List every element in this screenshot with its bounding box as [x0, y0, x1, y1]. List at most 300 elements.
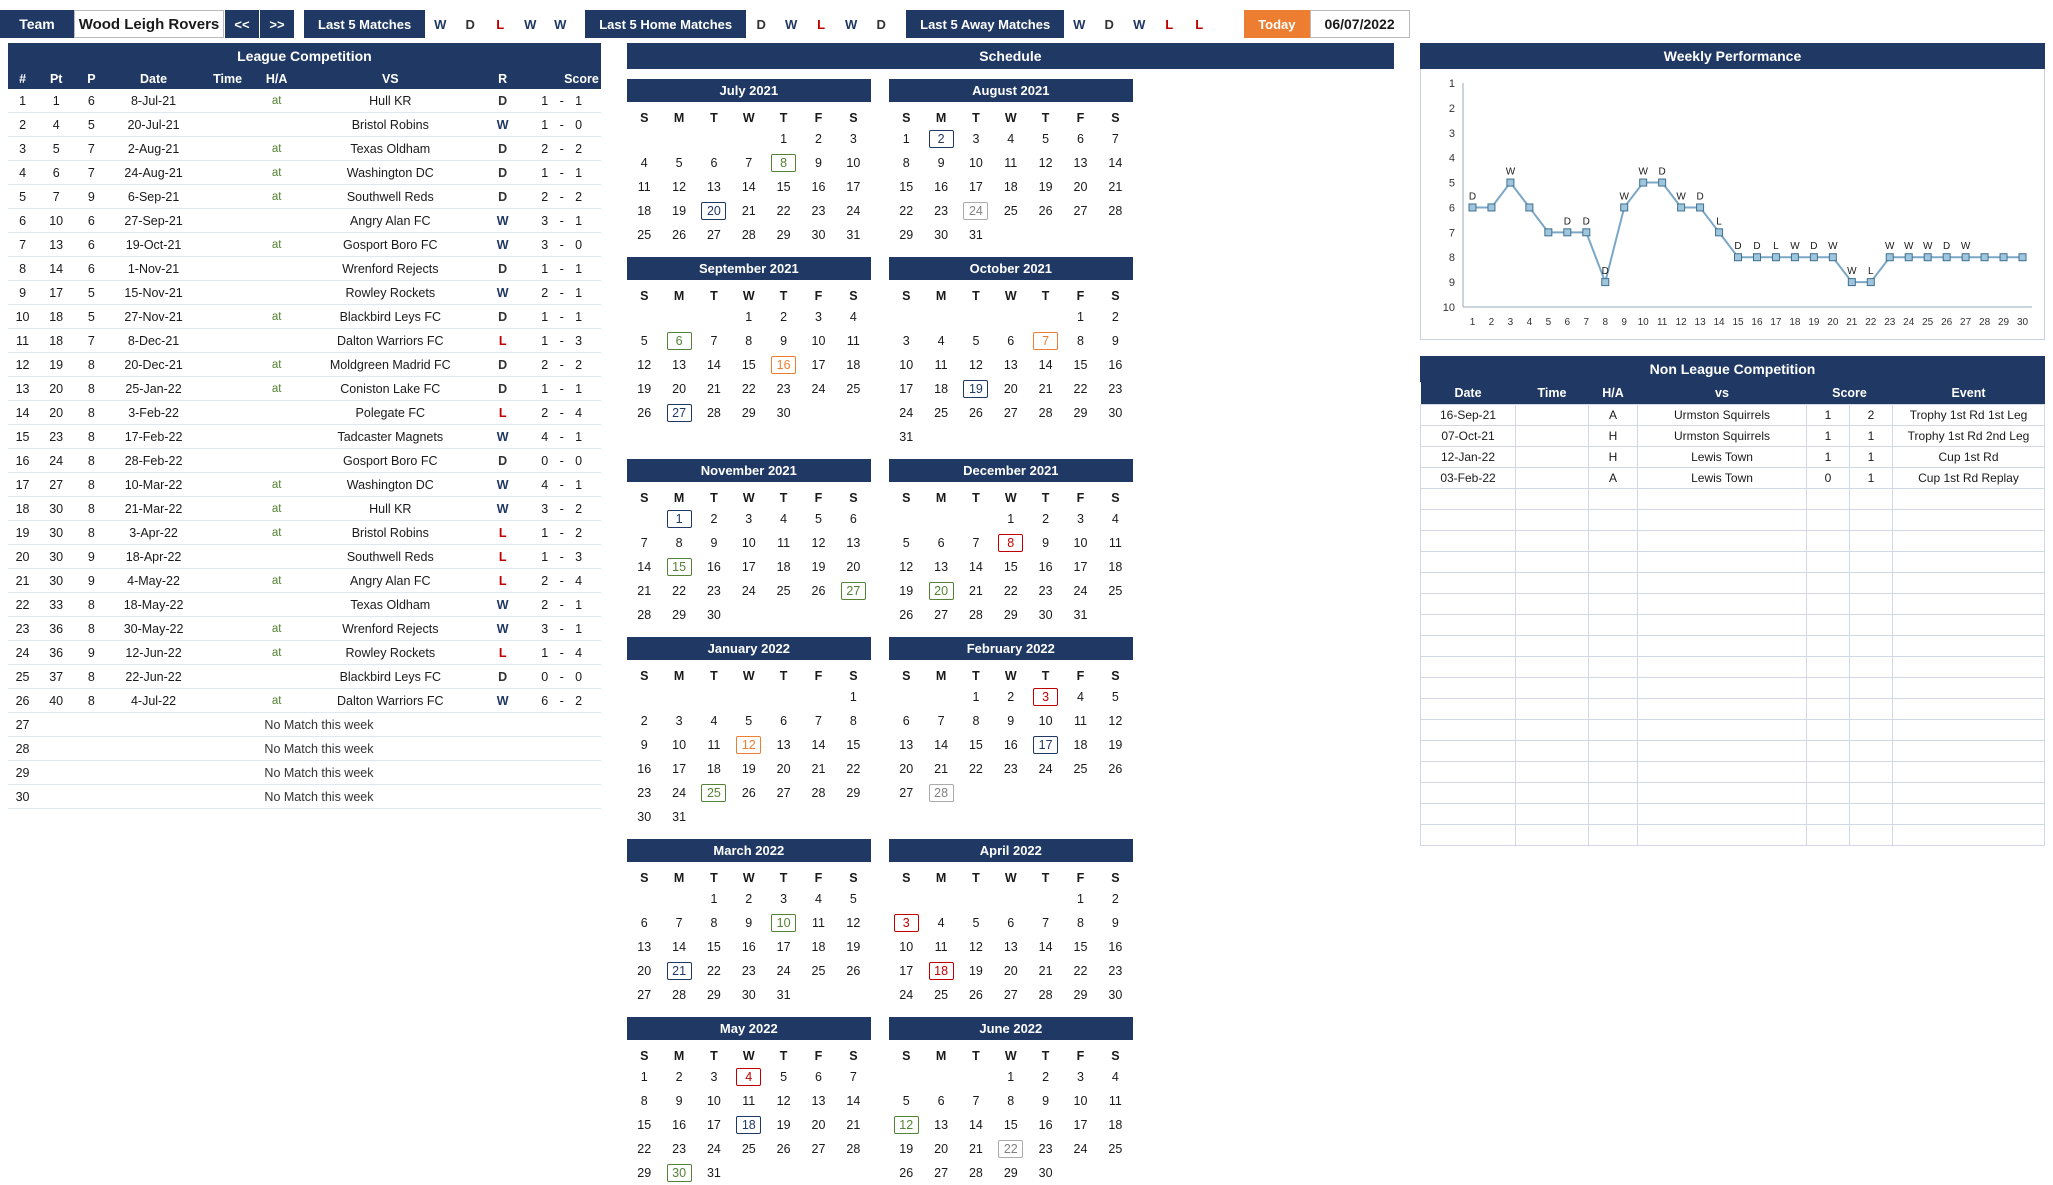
calendar-day-cell[interactable]	[766, 223, 801, 247]
calendar-day-cell[interactable]	[889, 1161, 924, 1185]
calendar-day-cell[interactable]	[836, 781, 871, 805]
calendar-day-cell[interactable]	[889, 935, 924, 959]
calendar-day-cell[interactable]	[1063, 579, 1098, 603]
calendar-day-cell[interactable]	[662, 983, 697, 1007]
calendar-day-cell[interactable]	[1028, 353, 1063, 377]
calendar-day-cell[interactable]	[993, 757, 1028, 781]
calendar-day-cell[interactable]	[731, 709, 766, 733]
calendar-day-cell[interactable]	[766, 1065, 801, 1089]
calendar-day-cell[interactable]	[959, 555, 994, 579]
calendar-day-cell[interactable]	[836, 887, 871, 911]
calendar-day-cell[interactable]	[993, 507, 1028, 531]
calendar-day-cell[interactable]	[627, 757, 662, 781]
calendar-day-cell[interactable]	[766, 175, 801, 199]
calendar-day-cell[interactable]	[731, 579, 766, 603]
calendar-day-cell[interactable]	[801, 1065, 836, 1089]
calendar-day-cell[interactable]	[993, 531, 1028, 555]
calendar-day-cell[interactable]	[731, 329, 766, 353]
table-row[interactable]	[1421, 468, 2045, 489]
calendar-day-cell[interactable]	[697, 1113, 732, 1137]
calendar-day-cell[interactable]	[697, 887, 732, 911]
calendar-day-cell[interactable]	[697, 1065, 732, 1089]
calendar-day-cell[interactable]	[766, 935, 801, 959]
calendar-day-cell[interactable]	[889, 199, 924, 223]
next-team-button[interactable]: >>	[259, 10, 294, 38]
calendar-day-cell[interactable]	[1028, 935, 1063, 959]
calendar-day-cell[interactable]	[662, 805, 697, 829]
calendar-day-cell[interactable]	[924, 531, 959, 555]
today-date-field[interactable]: 06/07/2022	[1310, 10, 1410, 38]
calendar-day-cell[interactable]	[1063, 935, 1098, 959]
calendar-day-cell[interactable]	[731, 911, 766, 935]
calendar-day-cell[interactable]	[627, 935, 662, 959]
calendar-day-cell[interactable]	[1098, 507, 1133, 531]
calendar-day-cell[interactable]	[1028, 757, 1063, 781]
calendar-day-cell[interactable]	[993, 685, 1028, 709]
calendar-day-cell[interactable]	[697, 531, 732, 555]
calendar-day-cell[interactable]	[662, 935, 697, 959]
calendar-day-cell[interactable]	[1098, 887, 1133, 911]
calendar-day-cell[interactable]	[959, 959, 994, 983]
calendar-day-cell[interactable]	[924, 733, 959, 757]
calendar-day-cell[interactable]	[801, 353, 836, 377]
calendar-day-cell[interactable]	[889, 733, 924, 757]
calendar-day-cell[interactable]	[924, 1137, 959, 1161]
calendar-day-cell[interactable]	[627, 959, 662, 983]
calendar-day-cell[interactable]	[993, 1065, 1028, 1089]
calendar-day-cell[interactable]	[697, 733, 732, 757]
calendar-day-cell[interactable]	[1098, 151, 1133, 175]
calendar-day-cell[interactable]	[627, 329, 662, 353]
calendar-day-cell[interactable]	[801, 959, 836, 983]
calendar-day-cell[interactable]	[836, 377, 871, 401]
calendar-day-cell[interactable]	[1028, 127, 1063, 151]
calendar-day-cell[interactable]	[993, 911, 1028, 935]
calendar-day-cell[interactable]	[889, 377, 924, 401]
table-row[interactable]	[8, 473, 601, 497]
calendar-day-cell[interactable]	[889, 709, 924, 733]
calendar-day-cell[interactable]	[836, 353, 871, 377]
calendar-day-cell[interactable]	[993, 353, 1028, 377]
calendar-day-cell[interactable]	[662, 401, 697, 425]
calendar-day-cell[interactable]	[697, 959, 732, 983]
calendar-day-cell[interactable]	[1098, 911, 1133, 935]
table-row[interactable]	[8, 137, 601, 161]
calendar-day-cell[interactable]	[697, 603, 732, 627]
calendar-day-cell[interactable]	[731, 353, 766, 377]
calendar-day-cell[interactable]	[697, 223, 732, 247]
calendar-day-cell[interactable]	[731, 151, 766, 175]
calendar-day-cell[interactable]	[627, 603, 662, 627]
calendar-day-cell[interactable]	[836, 1113, 871, 1137]
calendar-day-cell[interactable]	[1063, 887, 1098, 911]
calendar-day-cell[interactable]	[662, 377, 697, 401]
calendar-day-cell[interactable]	[662, 1113, 697, 1137]
calendar-day-cell[interactable]	[993, 127, 1028, 151]
table-row[interactable]	[8, 665, 601, 689]
calendar-day-cell[interactable]	[993, 935, 1028, 959]
calendar-day-cell[interactable]	[801, 175, 836, 199]
calendar-day-cell[interactable]	[1028, 959, 1063, 983]
calendar-day-cell[interactable]	[959, 603, 994, 627]
calendar-day-cell[interactable]	[993, 199, 1028, 223]
calendar-day-cell[interactable]	[1028, 1089, 1063, 1113]
calendar-day-cell[interactable]	[1028, 377, 1063, 401]
calendar-day-cell[interactable]	[889, 959, 924, 983]
calendar-day-cell[interactable]	[959, 1137, 994, 1161]
calendar-day-cell[interactable]	[889, 1089, 924, 1113]
calendar-day-cell[interactable]	[959, 531, 994, 555]
calendar-day-cell[interactable]	[697, 1089, 732, 1113]
calendar-day-cell[interactable]	[993, 1089, 1028, 1113]
table-row[interactable]	[8, 233, 601, 257]
calendar-day-cell[interactable]	[889, 1137, 924, 1161]
calendar-day-cell[interactable]	[1063, 353, 1098, 377]
calendar-day-cell[interactable]	[1028, 733, 1063, 757]
calendar-day-cell[interactable]	[731, 983, 766, 1007]
calendar-day-cell[interactable]	[924, 935, 959, 959]
calendar-day-cell[interactable]	[924, 223, 959, 247]
calendar-day-cell[interactable]	[1063, 401, 1098, 425]
calendar-day-cell[interactable]	[959, 709, 994, 733]
calendar-day-cell[interactable]	[662, 1137, 697, 1161]
calendar-day-cell[interactable]	[836, 911, 871, 935]
calendar-day-cell[interactable]	[959, 377, 994, 401]
table-row[interactable]	[8, 689, 601, 713]
calendar-day-cell[interactable]	[766, 1113, 801, 1137]
calendar-day-cell[interactable]	[766, 401, 801, 425]
calendar-day-cell[interactable]	[959, 935, 994, 959]
calendar-day-cell[interactable]	[924, 1089, 959, 1113]
calendar-day-cell[interactable]	[731, 781, 766, 805]
calendar-day-cell[interactable]	[836, 685, 871, 709]
calendar-day-cell[interactable]	[924, 579, 959, 603]
calendar-day-cell[interactable]	[924, 983, 959, 1007]
calendar-day-cell[interactable]	[801, 151, 836, 175]
calendar-day-cell[interactable]	[993, 579, 1028, 603]
calendar-day-cell[interactable]	[836, 1137, 871, 1161]
calendar-day-cell[interactable]	[731, 935, 766, 959]
calendar-day-cell[interactable]	[1063, 1137, 1098, 1161]
calendar-day-cell[interactable]	[924, 555, 959, 579]
calendar-day-cell[interactable]	[889, 353, 924, 377]
calendar-day-cell[interactable]	[662, 709, 697, 733]
calendar-day-cell[interactable]	[836, 935, 871, 959]
calendar-day-cell[interactable]	[924, 1161, 959, 1185]
calendar-day-cell[interactable]	[627, 223, 662, 247]
calendar-day-cell[interactable]	[801, 1137, 836, 1161]
calendar-day-cell[interactable]	[993, 401, 1028, 425]
calendar-day-cell[interactable]	[1098, 1113, 1133, 1137]
calendar-day-cell[interactable]	[959, 685, 994, 709]
calendar-day-cell[interactable]	[889, 579, 924, 603]
table-row[interactable]	[8, 113, 601, 137]
calendar-day-cell[interactable]	[801, 733, 836, 757]
calendar-day-cell[interactable]	[924, 959, 959, 983]
calendar-day-cell[interactable]	[959, 401, 994, 425]
calendar-day-cell[interactable]	[662, 353, 697, 377]
prev-team-button[interactable]: <<	[224, 10, 259, 38]
calendar-day-cell[interactable]	[801, 911, 836, 935]
calendar-day-cell[interactable]	[1063, 377, 1098, 401]
calendar-day-cell[interactable]	[1028, 151, 1063, 175]
calendar-day-cell[interactable]	[697, 353, 732, 377]
calendar-day-cell[interactable]	[766, 127, 801, 151]
calendar-day-cell[interactable]	[662, 959, 697, 983]
calendar-day-cell[interactable]	[766, 579, 801, 603]
calendar-day-cell[interactable]	[1098, 199, 1133, 223]
calendar-day-cell[interactable]	[697, 781, 732, 805]
calendar-day-cell[interactable]	[959, 353, 994, 377]
calendar-day-cell[interactable]	[1063, 911, 1098, 935]
calendar-day-cell[interactable]	[993, 603, 1028, 627]
calendar-day-cell[interactable]	[959, 127, 994, 151]
calendar-day-cell[interactable]	[836, 959, 871, 983]
calendar-day-cell[interactable]	[993, 151, 1028, 175]
calendar-day-cell[interactable]	[836, 733, 871, 757]
calendar-day-cell[interactable]	[697, 401, 732, 425]
calendar-day-cell[interactable]	[697, 199, 732, 223]
calendar-day-cell[interactable]	[959, 579, 994, 603]
table-row[interactable]	[8, 305, 601, 329]
table-row[interactable]	[1421, 447, 2045, 468]
calendar-day-cell[interactable]	[627, 353, 662, 377]
calendar-day-cell[interactable]	[731, 1089, 766, 1113]
table-row[interactable]	[8, 449, 601, 473]
calendar-day-cell[interactable]	[924, 199, 959, 223]
calendar-day-cell[interactable]	[627, 531, 662, 555]
calendar-day-cell[interactable]	[924, 781, 959, 805]
calendar-day-cell[interactable]	[801, 579, 836, 603]
calendar-day-cell[interactable]	[662, 507, 697, 531]
calendar-day-cell[interactable]	[959, 223, 994, 247]
calendar-day-cell[interactable]	[959, 1161, 994, 1185]
calendar-day-cell[interactable]	[662, 175, 697, 199]
calendar-day-cell[interactable]	[959, 733, 994, 757]
calendar-day-cell[interactable]	[766, 555, 801, 579]
calendar-day-cell[interactable]	[766, 887, 801, 911]
calendar-day-cell[interactable]	[1098, 579, 1133, 603]
calendar-day-cell[interactable]	[836, 175, 871, 199]
calendar-day-cell[interactable]	[697, 151, 732, 175]
calendar-day-cell[interactable]	[1028, 329, 1063, 353]
calendar-day-cell[interactable]	[993, 1137, 1028, 1161]
calendar-day-cell[interactable]	[766, 781, 801, 805]
calendar-day-cell[interactable]	[766, 377, 801, 401]
calendar-day-cell[interactable]	[1098, 127, 1133, 151]
calendar-day-cell[interactable]	[801, 507, 836, 531]
calendar-day-cell[interactable]	[801, 1113, 836, 1137]
calendar-day-cell[interactable]	[1028, 555, 1063, 579]
calendar-day-cell[interactable]	[801, 757, 836, 781]
calendar-day-cell[interactable]	[924, 401, 959, 425]
calendar-day-cell[interactable]	[731, 377, 766, 401]
calendar-day-cell[interactable]	[627, 199, 662, 223]
calendar-day-cell[interactable]	[924, 127, 959, 151]
calendar-day-cell[interactable]	[1098, 983, 1133, 1007]
table-row[interactable]	[8, 89, 601, 113]
calendar-day-cell[interactable]	[1063, 1089, 1098, 1113]
calendar-day-cell[interactable]	[959, 175, 994, 199]
calendar-day-cell[interactable]	[836, 199, 871, 223]
calendar-day-cell[interactable]	[924, 911, 959, 935]
calendar-day-cell[interactable]	[662, 603, 697, 627]
calendar-day-cell[interactable]	[662, 1065, 697, 1089]
calendar-day-cell[interactable]	[766, 305, 801, 329]
calendar-day-cell[interactable]	[697, 911, 732, 935]
calendar-day-cell[interactable]	[731, 733, 766, 757]
table-row[interactable]	[8, 161, 601, 185]
calendar-day-cell[interactable]	[1028, 911, 1063, 935]
calendar-day-cell[interactable]	[1028, 1137, 1063, 1161]
calendar-day-cell[interactable]	[801, 781, 836, 805]
calendar-day-cell[interactable]	[801, 1089, 836, 1113]
calendar-day-cell[interactable]	[889, 223, 924, 247]
calendar-day-cell[interactable]	[766, 959, 801, 983]
calendar-day-cell[interactable]	[836, 709, 871, 733]
calendar-day-cell[interactable]	[731, 175, 766, 199]
calendar-day-cell[interactable]	[993, 709, 1028, 733]
calendar-day-cell[interactable]	[1098, 555, 1133, 579]
calendar-day-cell[interactable]	[662, 555, 697, 579]
calendar-day-cell[interactable]	[801, 199, 836, 223]
calendar-day-cell[interactable]	[993, 377, 1028, 401]
calendar-day-cell[interactable]	[697, 555, 732, 579]
calendar-day-cell[interactable]	[801, 305, 836, 329]
calendar-day-cell[interactable]	[1028, 685, 1063, 709]
calendar-day-cell[interactable]	[836, 151, 871, 175]
calendar-day-cell[interactable]	[1063, 329, 1098, 353]
calendar-day-cell[interactable]	[766, 709, 801, 733]
calendar-day-cell[interactable]	[889, 531, 924, 555]
calendar-day-cell[interactable]	[993, 175, 1028, 199]
calendar-day-cell[interactable]	[697, 377, 732, 401]
calendar-day-cell[interactable]	[1028, 1113, 1063, 1137]
calendar-day-cell[interactable]	[1028, 199, 1063, 223]
calendar-day-cell[interactable]	[1063, 959, 1098, 983]
calendar-day-cell[interactable]	[627, 1113, 662, 1137]
calendar-day-cell[interactable]	[1063, 199, 1098, 223]
calendar-day-cell[interactable]	[993, 959, 1028, 983]
calendar-day-cell[interactable]	[1028, 709, 1063, 733]
calendar-day-cell[interactable]	[801, 223, 836, 247]
calendar-day-cell[interactable]	[627, 733, 662, 757]
calendar-day-cell[interactable]	[766, 531, 801, 555]
calendar-day-cell[interactable]	[662, 579, 697, 603]
calendar-day-cell[interactable]	[731, 223, 766, 247]
calendar-day-cell[interactable]	[1063, 757, 1098, 781]
calendar-day-cell[interactable]	[889, 329, 924, 353]
calendar-day-cell[interactable]	[662, 329, 697, 353]
table-row[interactable]	[1421, 426, 2045, 447]
calendar-day-cell[interactable]	[731, 199, 766, 223]
calendar-day-cell[interactable]	[627, 983, 662, 1007]
calendar-day-cell[interactable]	[766, 733, 801, 757]
calendar-day-cell[interactable]	[1098, 935, 1133, 959]
calendar-day-cell[interactable]	[1098, 757, 1133, 781]
calendar-day-cell[interactable]	[627, 401, 662, 425]
calendar-day-cell[interactable]	[662, 757, 697, 781]
calendar-day-cell[interactable]	[1098, 733, 1133, 757]
calendar-day-cell[interactable]	[836, 305, 871, 329]
calendar-day-cell[interactable]	[924, 329, 959, 353]
calendar-day-cell[interactable]	[731, 959, 766, 983]
calendar-day-cell[interactable]	[731, 887, 766, 911]
table-row[interactable]	[8, 185, 601, 209]
calendar-day-cell[interactable]	[836, 555, 871, 579]
calendar-day-cell[interactable]	[697, 757, 732, 781]
calendar-day-cell[interactable]	[697, 1161, 732, 1185]
calendar-day-cell[interactable]	[1063, 127, 1098, 151]
calendar-day-cell[interactable]	[1098, 377, 1133, 401]
calendar-day-cell[interactable]	[1028, 1161, 1063, 1185]
calendar-day-cell[interactable]	[959, 983, 994, 1007]
calendar-day-cell[interactable]	[801, 329, 836, 353]
calendar-day-cell[interactable]	[1028, 579, 1063, 603]
calendar-day-cell[interactable]	[801, 935, 836, 959]
calendar-day-cell[interactable]	[662, 781, 697, 805]
calendar-day-cell[interactable]	[1063, 685, 1098, 709]
calendar-day-cell[interactable]	[836, 531, 871, 555]
table-row[interactable]	[8, 353, 601, 377]
calendar-day-cell[interactable]	[889, 401, 924, 425]
calendar-day-cell[interactable]	[662, 1089, 697, 1113]
calendar-day-cell[interactable]	[1098, 685, 1133, 709]
calendar-day-cell[interactable]	[801, 377, 836, 401]
calendar-day-cell[interactable]	[993, 733, 1028, 757]
team-name-selector[interactable]: Wood Leigh Rovers	[74, 10, 224, 38]
calendar-day-cell[interactable]	[924, 353, 959, 377]
calendar-day-cell[interactable]	[889, 911, 924, 935]
calendar-day-cell[interactable]	[662, 733, 697, 757]
calendar-day-cell[interactable]	[1028, 507, 1063, 531]
calendar-day-cell[interactable]	[627, 781, 662, 805]
calendar-day-cell[interactable]	[697, 1137, 732, 1161]
calendar-day-cell[interactable]	[889, 1113, 924, 1137]
calendar-day-cell[interactable]	[836, 127, 871, 151]
calendar-day-cell[interactable]	[662, 911, 697, 935]
table-row[interactable]	[8, 257, 601, 281]
calendar-day-cell[interactable]	[959, 329, 994, 353]
calendar-day-cell[interactable]	[697, 935, 732, 959]
calendar-day-cell[interactable]	[889, 175, 924, 199]
calendar-day-cell[interactable]	[924, 603, 959, 627]
calendar-day-cell[interactable]	[889, 425, 924, 449]
calendar-day-cell[interactable]	[731, 555, 766, 579]
calendar-day-cell[interactable]	[889, 555, 924, 579]
calendar-day-cell[interactable]	[731, 305, 766, 329]
calendar-day-cell[interactable]	[731, 1137, 766, 1161]
calendar-day-cell[interactable]	[1063, 305, 1098, 329]
calendar-day-cell[interactable]	[1063, 507, 1098, 531]
calendar-day-cell[interactable]	[836, 223, 871, 247]
calendar-day-cell[interactable]	[836, 1065, 871, 1089]
calendar-day-cell[interactable]	[627, 377, 662, 401]
calendar-day-cell[interactable]	[959, 757, 994, 781]
calendar-day-cell[interactable]	[1063, 555, 1098, 579]
calendar-day-cell[interactable]	[1063, 175, 1098, 199]
table-row[interactable]	[8, 617, 601, 641]
calendar-day-cell[interactable]	[697, 983, 732, 1007]
calendar-day-cell[interactable]	[766, 983, 801, 1007]
calendar-day-cell[interactable]	[924, 151, 959, 175]
calendar-day-cell[interactable]	[662, 151, 697, 175]
calendar-day-cell[interactable]	[1028, 603, 1063, 627]
calendar-day-cell[interactable]	[959, 1089, 994, 1113]
calendar-day-cell[interactable]	[731, 531, 766, 555]
calendar-day-cell[interactable]	[993, 983, 1028, 1007]
calendar-day-cell[interactable]	[1098, 959, 1133, 983]
